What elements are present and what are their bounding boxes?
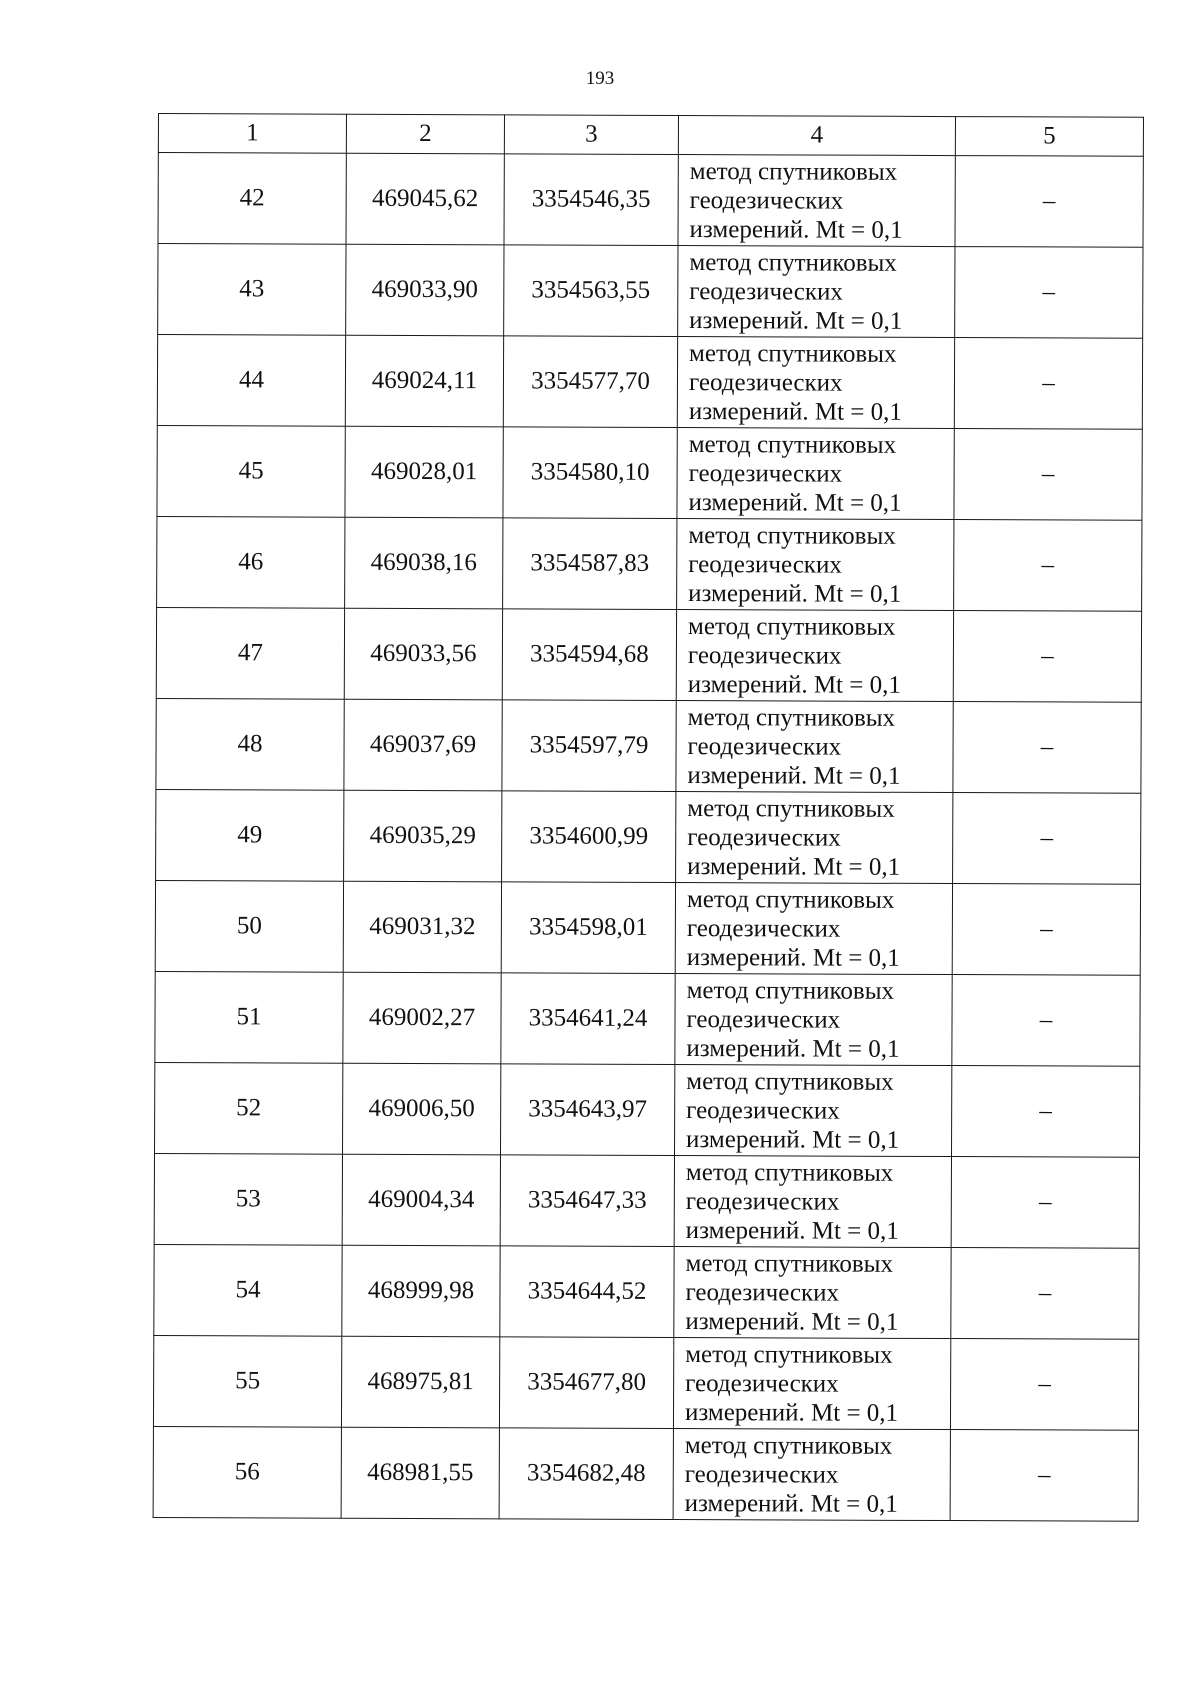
method-description-cell (676, 700, 953, 792)
method-line: измерений. Mt = 0,1 (689, 215, 903, 244)
table-row (156, 789, 1141, 884)
method-line: измерений. Mt = 0,1 (687, 852, 901, 881)
coordinates-table (153, 113, 1144, 1522)
x-coordinate-cell: 469045,62 (346, 153, 504, 245)
method-line: метод спутниковых (687, 794, 895, 823)
y-coordinate-cell: 3354580,10 (503, 427, 677, 519)
method-line: метод спутниковых (687, 612, 896, 641)
x-coordinate-cell: 469035,29 (344, 790, 502, 882)
method-line: геодезических (688, 368, 843, 397)
method-line: метод спутниковых (685, 1158, 894, 1187)
method-description-cell (674, 1246, 951, 1338)
x-coordinate-cell: 469031,32 (343, 881, 501, 973)
method-line: геодезических (685, 1278, 840, 1307)
note-cell: – (953, 793, 1141, 885)
method-line: геодезических (689, 186, 844, 215)
y-coordinate-cell: 3354597,79 (502, 700, 676, 792)
note-cell: – (954, 338, 1142, 430)
method-line: измерений. Mt = 0,1 (688, 579, 902, 608)
note-cell: – (953, 702, 1141, 794)
note-cell: – (954, 520, 1142, 612)
y-coordinate-cell: 3354644,52 (500, 1246, 674, 1338)
method-line: метод спутниковых (686, 885, 895, 914)
y-coordinate-cell: 3354643,97 (501, 1064, 675, 1156)
x-coordinate-cell: 468981,55 (341, 1427, 499, 1519)
table-row (158, 153, 1143, 248)
method-description-cell (673, 1337, 950, 1429)
table-row (155, 880, 1140, 975)
method-description-cell (677, 336, 954, 428)
method-description-cell (676, 791, 953, 883)
method-line: метод спутниковых (686, 1067, 894, 1096)
method-line: измерений. Mt = 0,1 (687, 670, 901, 699)
point-number-cell: 56 (153, 1426, 341, 1518)
method-description-cell (678, 245, 955, 337)
table-row (153, 1335, 1138, 1430)
x-coordinate-cell: 469002,27 (343, 972, 501, 1064)
header-col-2: 2 (346, 114, 504, 154)
header-col-4: 4 (678, 115, 955, 155)
method-line: метод спутниковых (688, 521, 896, 550)
point-number-cell: 55 (153, 1335, 341, 1427)
point-number-cell: 44 (157, 335, 345, 427)
x-coordinate-cell: 469033,56 (344, 608, 502, 700)
method-line: измерений. Mt = 0,1 (687, 761, 901, 790)
y-coordinate-cell: 3354598,01 (501, 882, 675, 974)
method-line: метод спутниковых (688, 430, 897, 459)
method-line: геодезических (687, 641, 842, 670)
note-cell: – (952, 975, 1140, 1067)
method-line: измерений. Mt = 0,1 (685, 1307, 899, 1336)
method-line: геодезических (687, 732, 842, 761)
method-line: геодезических (685, 1369, 839, 1398)
method-line: измерений. Mt = 0,1 (689, 306, 903, 335)
y-coordinate-cell: 3354594,68 (502, 609, 676, 701)
method-line: метод спутниковых (685, 1340, 893, 1369)
method-line: измерений. Mt = 0,1 (686, 1125, 900, 1154)
method-line: геодезических (687, 823, 841, 852)
table-row (157, 425, 1142, 520)
y-coordinate-cell: 3354600,99 (502, 791, 676, 883)
method-line: измерений. Mt = 0,1 (686, 943, 900, 972)
note-cell: – (953, 611, 1141, 703)
table-row (155, 1062, 1140, 1157)
header-col-1: 1 (158, 114, 346, 154)
x-coordinate-cell: 469006,50 (343, 1063, 501, 1155)
point-number-cell: 53 (154, 1153, 342, 1245)
table-row (158, 244, 1143, 339)
x-coordinate-cell: 469028,01 (345, 426, 503, 518)
x-coordinate-cell: 468999,98 (342, 1245, 500, 1337)
method-line: геодезических (684, 1460, 839, 1489)
table-row (153, 1426, 1138, 1521)
table-row (155, 971, 1140, 1066)
point-number-cell: 54 (154, 1244, 342, 1336)
point-number-cell: 50 (155, 880, 343, 972)
method-description-cell (675, 973, 952, 1065)
method-description-cell (677, 427, 954, 519)
table-body (153, 153, 1143, 1522)
x-coordinate-cell: 469037,69 (344, 699, 502, 791)
note-cell: – (951, 1248, 1139, 1340)
method-description-cell (678, 154, 955, 246)
point-number-cell: 42 (158, 153, 346, 245)
method-line: измерений. Mt = 0,1 (685, 1216, 899, 1245)
y-coordinate-cell: 3354546,35 (504, 154, 678, 246)
method-line: геодезических (686, 1005, 841, 1034)
x-coordinate-cell: 469004,34 (342, 1154, 500, 1246)
point-number-cell: 49 (156, 789, 344, 881)
note-cell: – (955, 156, 1143, 248)
x-coordinate-cell: 469024,11 (345, 335, 503, 427)
method-line: измерений. Mt = 0,1 (688, 397, 902, 426)
method-line: метод спутниковых (687, 703, 896, 732)
y-coordinate-cell: 3354641,24 (501, 973, 675, 1065)
y-coordinate-cell: 3354587,83 (503, 518, 677, 610)
x-coordinate-cell: 468975,81 (341, 1336, 499, 1428)
method-line: геодезических (685, 1187, 840, 1216)
note-cell: – (950, 1430, 1138, 1522)
method-line: метод спутниковых (689, 339, 897, 368)
method-line: измерений. Mt = 0,1 (686, 1034, 900, 1063)
method-line: метод спутниковых (685, 1249, 894, 1278)
header-col-5: 5 (955, 117, 1143, 157)
point-number-cell: 48 (156, 698, 344, 790)
y-coordinate-cell: 3354577,70 (503, 336, 677, 428)
method-description-cell (673, 1428, 950, 1520)
method-line: геодезических (689, 277, 843, 306)
method-line: измерений. Mt = 0,1 (684, 1398, 899, 1427)
table-row (157, 335, 1142, 430)
table-row (154, 1153, 1139, 1248)
method-description-cell (676, 609, 953, 701)
y-coordinate-cell: 3354677,80 (499, 1337, 673, 1429)
point-number-cell: 47 (156, 607, 344, 699)
method-line: геодезических (688, 550, 842, 579)
note-cell: – (951, 1157, 1139, 1249)
note-cell: – (952, 884, 1140, 976)
x-coordinate-cell: 469033,90 (346, 244, 504, 336)
note-cell: – (954, 429, 1142, 521)
table-row (154, 1244, 1139, 1339)
y-coordinate-cell: 3354647,33 (500, 1155, 674, 1247)
method-line: измерений. Mt = 0,1 (684, 1489, 898, 1518)
method-line: метод спутниковых (684, 1431, 893, 1460)
method-line: метод спутниковых (689, 248, 897, 277)
note-cell: – (950, 1339, 1138, 1431)
method-description-cell (677, 518, 954, 610)
point-number-cell: 46 (157, 516, 345, 608)
method-description-cell (675, 1064, 952, 1156)
method-line: метод спутниковых (686, 976, 895, 1005)
x-coordinate-cell: 469038,16 (345, 517, 503, 609)
method-line: измерений. Mt = 0,1 (688, 488, 902, 517)
point-number-cell: 51 (155, 971, 343, 1063)
header-col-3: 3 (504, 115, 678, 155)
method-line: геодезических (688, 459, 843, 488)
y-coordinate-cell: 3354563,55 (504, 245, 678, 337)
method-line: метод спутниковых (689, 157, 898, 186)
method-line: геодезических (686, 914, 841, 943)
page-number: 193 (585, 68, 615, 89)
method-description-cell (674, 1155, 951, 1247)
table-row (156, 698, 1141, 793)
header-row (158, 114, 1143, 157)
note-cell: – (951, 1066, 1139, 1158)
point-number-cell: 52 (155, 1062, 343, 1154)
y-coordinate-cell: 3354682,48 (499, 1428, 673, 1520)
table-row (156, 607, 1141, 702)
method-description-cell (675, 882, 952, 974)
table-row (157, 516, 1142, 611)
point-number-cell: 43 (158, 244, 346, 336)
note-cell: – (955, 247, 1143, 339)
method-line: геодезических (686, 1096, 840, 1125)
point-number-cell: 45 (157, 425, 345, 517)
